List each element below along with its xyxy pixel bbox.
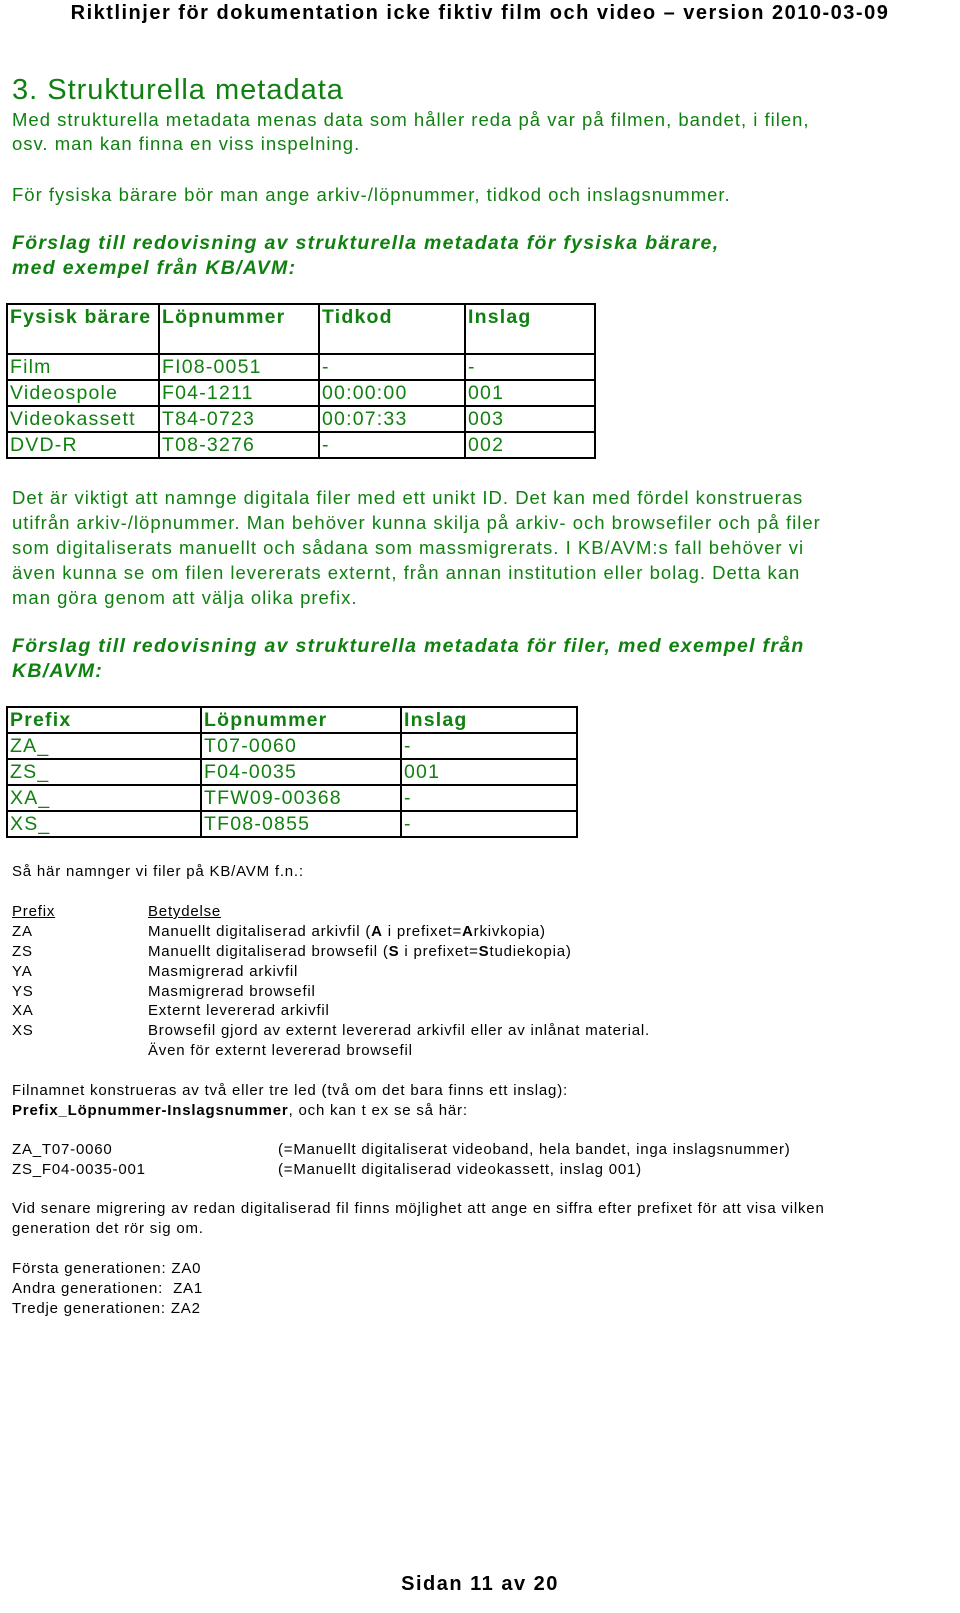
- table-row: [7, 811, 577, 837]
- table-cell: TF08-0855: [201, 811, 401, 837]
- prefix-meaning-continuation: Även för externt levererad browsefil: [148, 1042, 413, 1059]
- table-cell: T84-0723: [159, 406, 319, 432]
- example-desc: (=Manuellt digitaliserat videoband, hela bandet, inga inslagsnummer): [278, 1141, 791, 1158]
- table-header-row: [7, 707, 577, 733]
- table-row: [7, 785, 577, 811]
- table-cell: 00:07:33: [319, 406, 465, 432]
- table-cell: -: [319, 354, 465, 380]
- table-cell: TFW09-00368: [201, 785, 401, 811]
- intro-line-1: Med strukturella metadata menas data som håller reda på var på filmen, bandet, i filen,: [12, 109, 810, 130]
- table-cell: F04-0035: [201, 759, 401, 785]
- para2-line-1: Det är viktigt att namnge digitala filer med ett unikt ID. Det kan med fördel konstrueras: [12, 487, 804, 508]
- filename-line-2: Prefix_Löpnummer-Inslagsnummer, och kan t ex se så här:: [12, 1102, 468, 1119]
- table-cell: XS_: [7, 811, 201, 837]
- proposal2-line-1: Förslag till redovisning av strukturella metadata för filer, med exempel från: [12, 635, 805, 657]
- para2-line-2: utifrån arkiv-/löpnummer. Man behöver kunna skilja på arkiv- och browsefiler och på filer: [12, 512, 821, 533]
- page-footer: Sidan 11 av 20: [401, 1573, 559, 1595]
- header-cell: Inslag: [465, 304, 595, 354]
- example-desc: (=Manuellt digitaliserad videokassett, inslag 001): [278, 1161, 642, 1178]
- prefix-col-header: Prefix: [12, 903, 56, 920]
- header-cell: Prefix: [7, 707, 201, 733]
- table-cell: ZS_: [7, 759, 201, 785]
- header-cell: Löpnummer: [201, 707, 401, 733]
- example-name: ZA_T07-0060: [12, 1141, 113, 1158]
- table-row: [7, 432, 595, 458]
- generation-item: Andra generationen: ZA1: [12, 1280, 203, 1297]
- table-cell: -: [401, 811, 577, 837]
- table-cell: 002: [465, 432, 595, 458]
- prefix-code: ZA: [12, 923, 33, 940]
- table-cell: FI08-0051: [159, 354, 319, 380]
- prefix-meaning: Manuellt digitaliserad browsefil (S i prefixet=Studiekopia): [148, 943, 572, 960]
- table-cell: T08-3276: [159, 432, 319, 458]
- intro-line-2: osv. man kan finna en viss inspelning.: [12, 133, 361, 154]
- table-row: [7, 380, 595, 406]
- table-row: [7, 406, 595, 432]
- generation-item: Första generationen: ZA0: [12, 1260, 202, 1277]
- table-cell: 003: [465, 406, 595, 432]
- physical-note: För fysiska bärare bör man ange arkiv-/löpnummer, tidkod och inslagsnummer.: [12, 184, 731, 205]
- filename-line-1: Filnamnet konstrueras av två eller tre led (två om det bara finns ett inslag):: [12, 1082, 568, 1099]
- table-cell: -: [319, 432, 465, 458]
- table-cell: -: [401, 733, 577, 759]
- table-cell: Videospole: [7, 380, 159, 406]
- migration-line-1: Vid senare migrering av redan digitaliserad fil finns möjlighet att ange en siffra efter prefixet för att visa vilken: [12, 1200, 825, 1217]
- prefix-meaning: Externt levererad arkivfil: [148, 1002, 330, 1019]
- table-cell: -: [465, 354, 595, 380]
- header-cell: Tidkod: [319, 304, 465, 354]
- file-prefix-table: [6, 706, 578, 838]
- table-cell: F04-1211: [159, 380, 319, 406]
- proposal1-line-2: med exempel från KB/AVM:: [12, 257, 297, 279]
- naming-intro: Så här namnger vi filer på KB/AVM f.n.:: [12, 863, 304, 880]
- prefix-code: YS: [12, 983, 34, 1000]
- section-title: 3. Strukturella metadata: [12, 74, 344, 106]
- prefix-code: ZS: [12, 943, 33, 960]
- prefix-meaning: Browsefil gjord av externt levererad arkivfil eller av inlånat material.: [148, 1022, 650, 1039]
- physical-carrier-table: [6, 303, 596, 459]
- proposal2-line-2: KB/AVM:: [12, 660, 104, 682]
- prefix-code: XA: [12, 1002, 34, 1019]
- filename-pattern: Prefix_Löpnummer-Inslagsnummer: [12, 1102, 289, 1119]
- table-row: [7, 354, 595, 380]
- prefix-meaning: Manuellt digitaliserad arkivfil (A i prefixet=Arkivkopia): [148, 923, 546, 940]
- table-header-row: [7, 304, 595, 354]
- prefix-code: XS: [12, 1022, 34, 1039]
- para2-line-5: man göra genom att välja olika prefix.: [12, 587, 358, 608]
- header-cell: Inslag: [401, 707, 577, 733]
- table-cell: -: [401, 785, 577, 811]
- meaning-col-header: Betydelse: [148, 903, 222, 920]
- page-header: Riktlinjer för dokumentation icke fiktiv film och video – version 2010-03-09: [70, 2, 890, 24]
- header-cell: Fysisk bärare: [7, 304, 159, 354]
- proposal1-line-1: Förslag till redovisning av strukturella metadata för fysiska bärare,: [12, 232, 720, 254]
- table-cell: 00:00:00: [319, 380, 465, 406]
- table-cell: ZA_: [7, 733, 201, 759]
- table-cell: Videokassett: [7, 406, 159, 432]
- generation-item: Tredje generationen: ZA2: [12, 1300, 201, 1317]
- table-cell: Film: [7, 354, 159, 380]
- table-cell: XA_: [7, 785, 201, 811]
- table-row: [7, 733, 577, 759]
- para2-line-3: som digitaliserats manuellt och sådana som massmigrerats. I KB/AVM:s fall behöver vi: [12, 537, 805, 558]
- table-cell: 001: [401, 759, 577, 785]
- table-cell: DVD-R: [7, 432, 159, 458]
- migration-line-2: generation det rör sig om.: [12, 1220, 204, 1237]
- prefix-code: YA: [12, 963, 33, 980]
- header-cell: Löpnummer: [159, 304, 319, 354]
- example-name: ZS_F04-0035-001: [12, 1161, 146, 1178]
- table-cell: T07-0060: [201, 733, 401, 759]
- prefix-meaning: Masmigrerad arkivfil: [148, 963, 299, 980]
- table-cell: 001: [465, 380, 595, 406]
- prefix-meaning: Masmigrerad browsefil: [148, 983, 316, 1000]
- para2-line-4: även kunna se om filen levererats externt, från annan institution eller bolag. Detta kan: [12, 562, 801, 583]
- table-row: [7, 759, 577, 785]
